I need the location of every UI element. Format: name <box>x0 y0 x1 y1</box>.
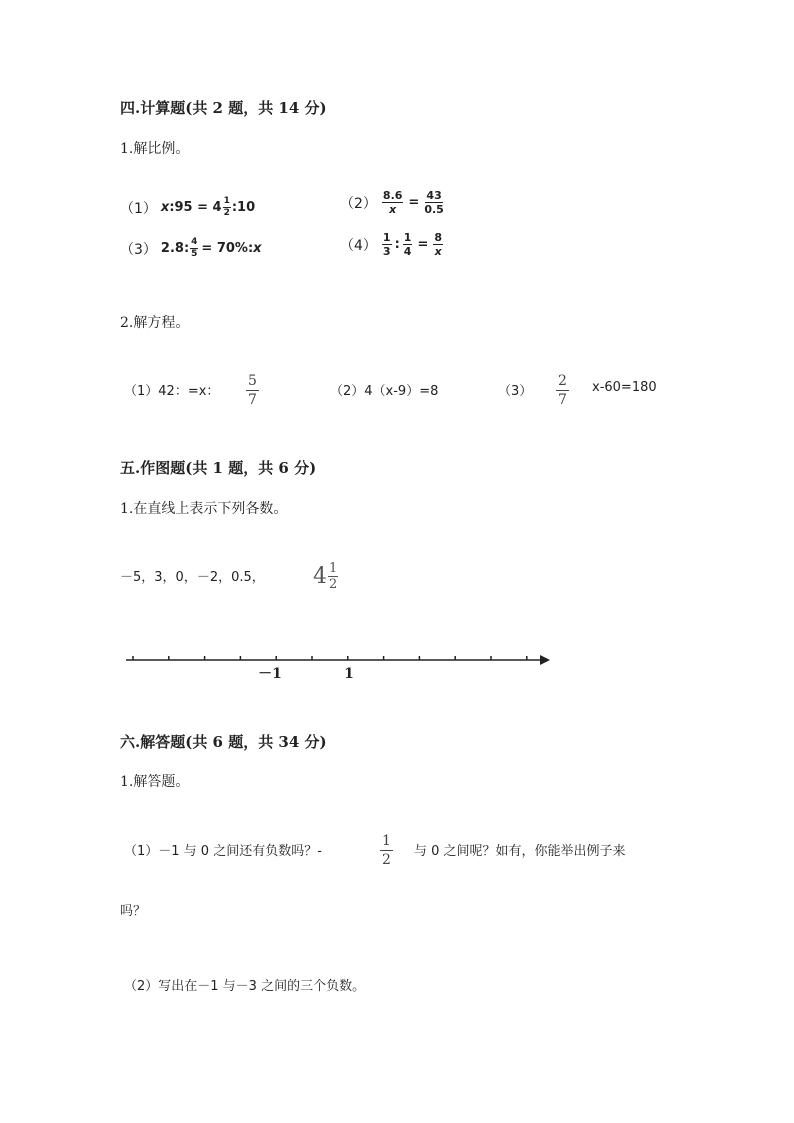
proportion-1-lhs: :95 = 4 <box>169 200 222 215</box>
mixed-number-fraction: $\frac{1}{2}$ <box>329 561 338 592</box>
equation-2-text: （2）4（x-9）=8 <box>330 384 439 399</box>
section-5-title: 五.作图题(共 1 题，共 6 分) <box>120 459 317 477</box>
proportion-2: （2） $\frac{8.6}{x}$ = $\frac{43}{0.5}$ <box>340 189 444 216</box>
number-line <box>120 645 560 690</box>
number-line-label-neg1: －1 <box>258 666 282 682</box>
equation-1-text: （1）42：=x： <box>124 384 220 399</box>
proportion-4-label: （4） <box>340 237 377 254</box>
proportion-1-fraction: $\frac{1}{2}$ <box>223 196 230 218</box>
proportion-2-fraction-left: $\frac{8.6}{x}$ <box>382 189 403 216</box>
number-list: －5，3，0，－2，0.5， <box>120 570 265 585</box>
proportion-4-fraction-1: $\frac{1}{3}$ <box>382 231 391 258</box>
answer-2-text: （2）写出在－1 与－3 之间的三个负数。 <box>124 979 366 994</box>
section-6-title: 六.解答题(共 6 题，共 34 分) <box>120 733 327 751</box>
number-line-arrow <box>540 655 550 665</box>
mixed-number-whole: 4 <box>313 564 327 589</box>
proportion-3: （3） 2.8: $\frac{4}{5}$ = 70%: x <box>120 237 262 259</box>
number-line-label-1: 1 <box>344 666 354 682</box>
answer-1-text-start: （1）－1 与 0 之间还有负数吗？- <box>124 844 322 859</box>
equation-3-rest: x-60=180 <box>592 380 657 395</box>
answer-1-text-end: 与 0 之间呢？如有，你能举出例子来 <box>414 844 626 859</box>
proportion-1 <box>120 197 255 218</box>
question-title: 1.在直线上表示下列各数。 <box>120 501 288 517</box>
section-4-title: 四.计算题(共 2 题，共 14 分) <box>120 99 327 117</box>
proportion-4-fraction-3: $\frac{8}{x}$ <box>434 231 442 258</box>
proportion-1-var: x <box>160 200 170 215</box>
proportion-2-label: （2） <box>340 195 377 212</box>
proportion-1-label: （1） <box>120 200 157 217</box>
equation-1-fraction: 5 7 <box>248 373 257 408</box>
proportion-1-rhs: :10 <box>231 200 256 215</box>
proportion-3-fraction: $\frac{4}{5}$ <box>191 237 198 259</box>
proportion-4: （4） $\frac{1}{3}$ : $\frac{1}{4}$ = $\frac{8}{x}$ <box>340 231 442 258</box>
equation-3-label: （3） <box>498 384 533 399</box>
proportion-4-fraction-2: $\frac{1}{4}$ <box>403 231 412 258</box>
answer-1-fraction: 1 2 <box>382 833 391 868</box>
question-1-title: 1.解比例。 <box>120 141 190 157</box>
answer-1-continuation: 吗？ <box>120 904 147 919</box>
mixed-number <box>313 562 339 591</box>
equation-3-fraction: 2 7 <box>558 373 567 408</box>
question-title: 1.解答题。 <box>120 774 190 790</box>
question-2-title: 2.解方程。 <box>120 315 190 331</box>
proportion-2-fraction-right: $\frac{43}{0.5}$ <box>424 189 444 216</box>
proportion-3-label: （3） <box>120 241 157 258</box>
